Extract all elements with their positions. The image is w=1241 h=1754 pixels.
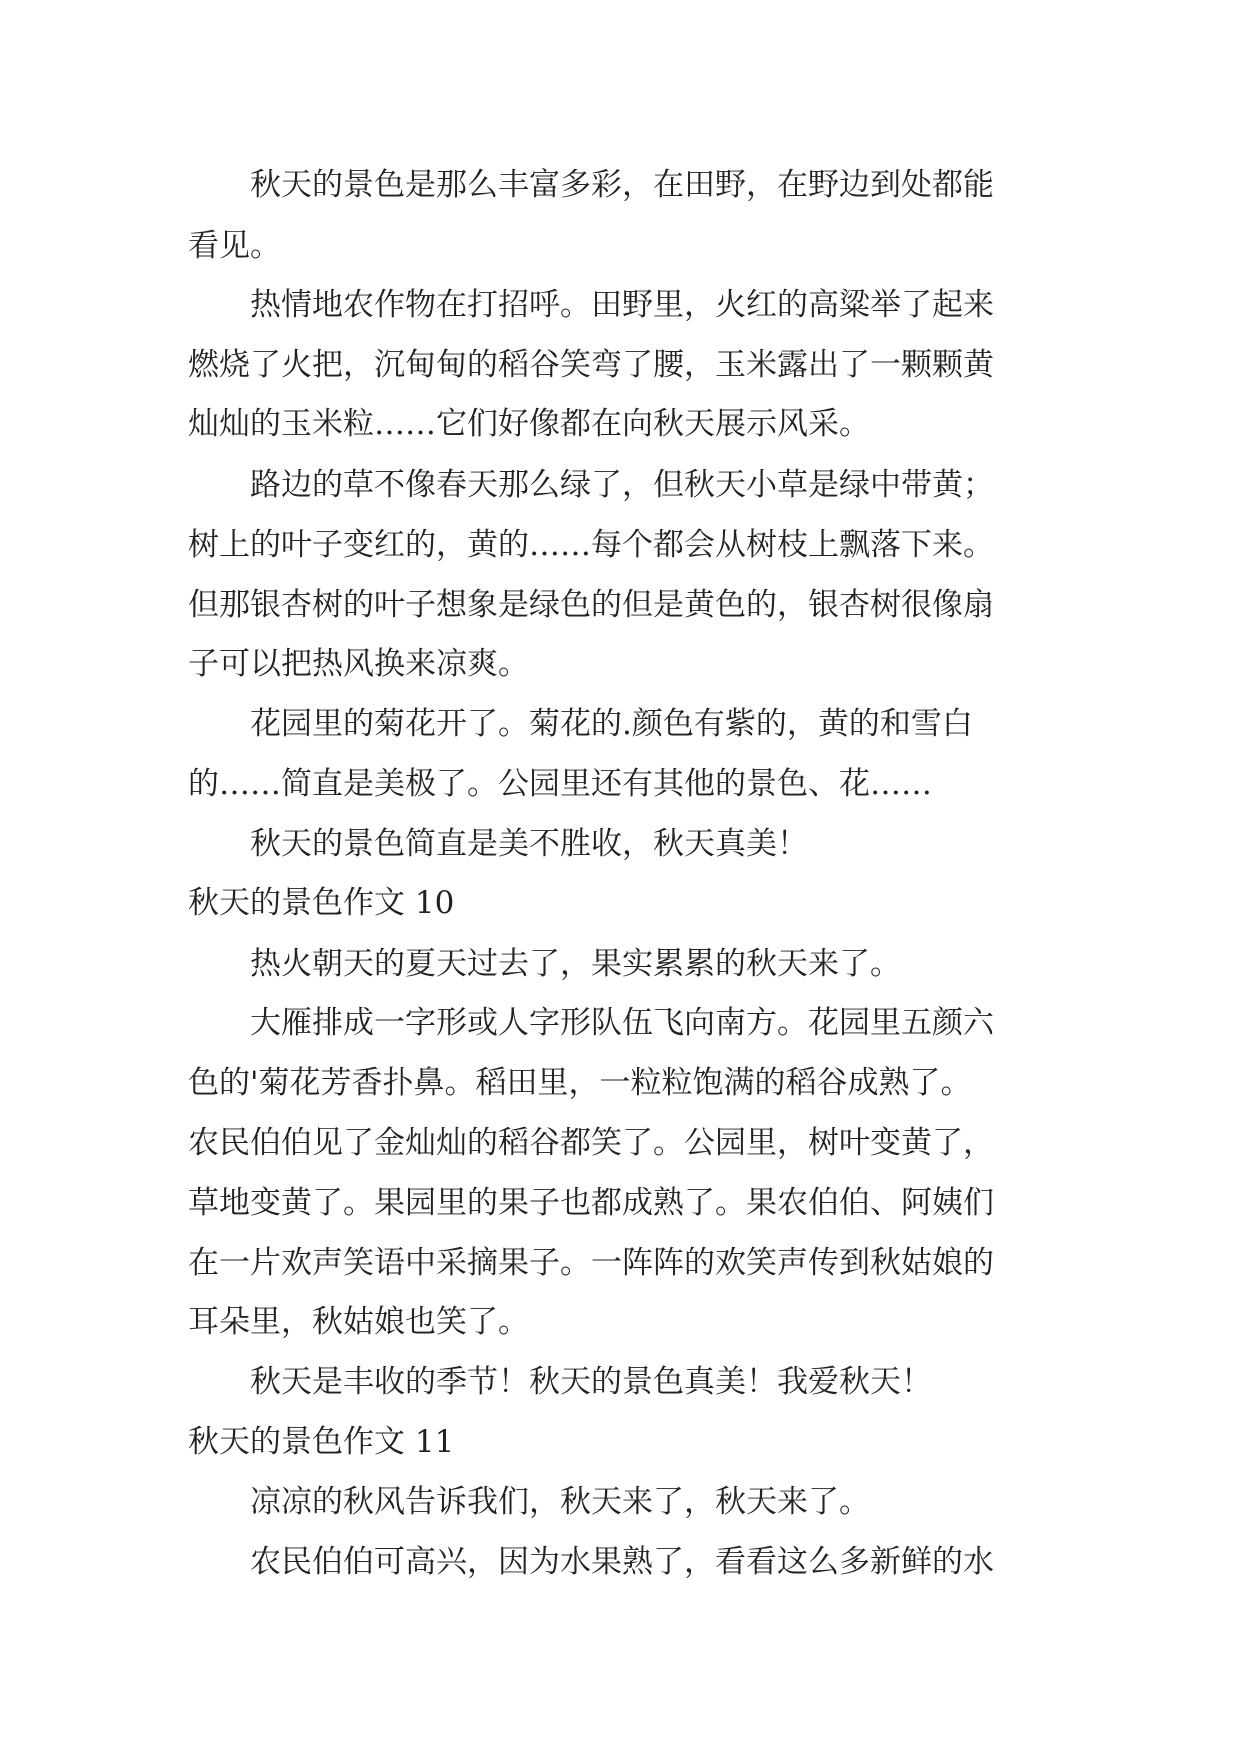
text-line: 但那银杏树的叶子想象是绿色的但是黄色的，银杏树很像扇 (188, 587, 994, 623)
text-line: 在一片欢声笑语中采摘果子。一阵阵的欢笑声传到秋姑娘的 (188, 1245, 994, 1281)
text-line: 树上的叶子变红的，黄的……每个都会从树枝上飘落下来。 (188, 527, 994, 563)
text-line: 草地变黄了。果园里的果子也都成熟了。果农伯伯、阿姨们 (188, 1185, 994, 1221)
text-line: 的……简直是美极了。公园里还有其他的景色、花…… (188, 766, 932, 802)
text-line: 耳朵里，秋姑娘也笑了。 (188, 1304, 529, 1340)
text-line: 热情地农作物在打招呼。田野里，火红的高粱举了起来 (188, 287, 994, 323)
text-line: 路边的草不像春天那么绿了，但秋天小草是绿中带黄； (188, 467, 994, 503)
text-line: 凉凉的秋风告诉我们，秋天来了，秋天来了。 (188, 1484, 870, 1520)
text-line: 看见。 (188, 228, 281, 264)
text-line: 灿灿的玉米粒……它们好像都在向秋天展示风采。 (188, 406, 870, 442)
text-line: 秋天的景色是那么丰富多彩，在田野，在野边到处都能 (188, 167, 994, 203)
text-line: 秋天的景色简直是美不胜收，秋天真美！ (188, 826, 808, 862)
text-line: 大雁排成一字形或人字形队伍飞向南方。花园里五颜六 (188, 1005, 994, 1041)
text-line: 农民伯伯可高兴，因为水果熟了，看看这么多新鲜的水 (188, 1544, 994, 1580)
section-heading: 秋天的景色作文 11 (188, 1424, 455, 1460)
text-line: 燃烧了火把，沉甸甸的稻谷笑弯了腰，玉米露出了一颗颗黄 (188, 347, 994, 383)
text-line: 花园里的菊花开了。菊花的.颜色有紫的，黄的和雪白 (188, 706, 973, 742)
text-line: 秋天是丰收的季节！秋天的景色真美！我爱秋天！ (188, 1364, 932, 1400)
text-line: 农民伯伯见了金灿灿的稻谷都笑了。公园里，树叶变黄了， (188, 1125, 994, 1161)
text-line: 热火朝天的夏天过去了，果实累累的秋天来了。 (188, 946, 901, 982)
section-heading: 秋天的景色作文 10 (188, 885, 455, 921)
text-line: 子可以把热风换来凉爽。 (188, 646, 529, 682)
text-line: 色的'菊花芳香扑鼻。稻田里，一粒粒饱满的稻谷成熟了。 (188, 1065, 972, 1101)
